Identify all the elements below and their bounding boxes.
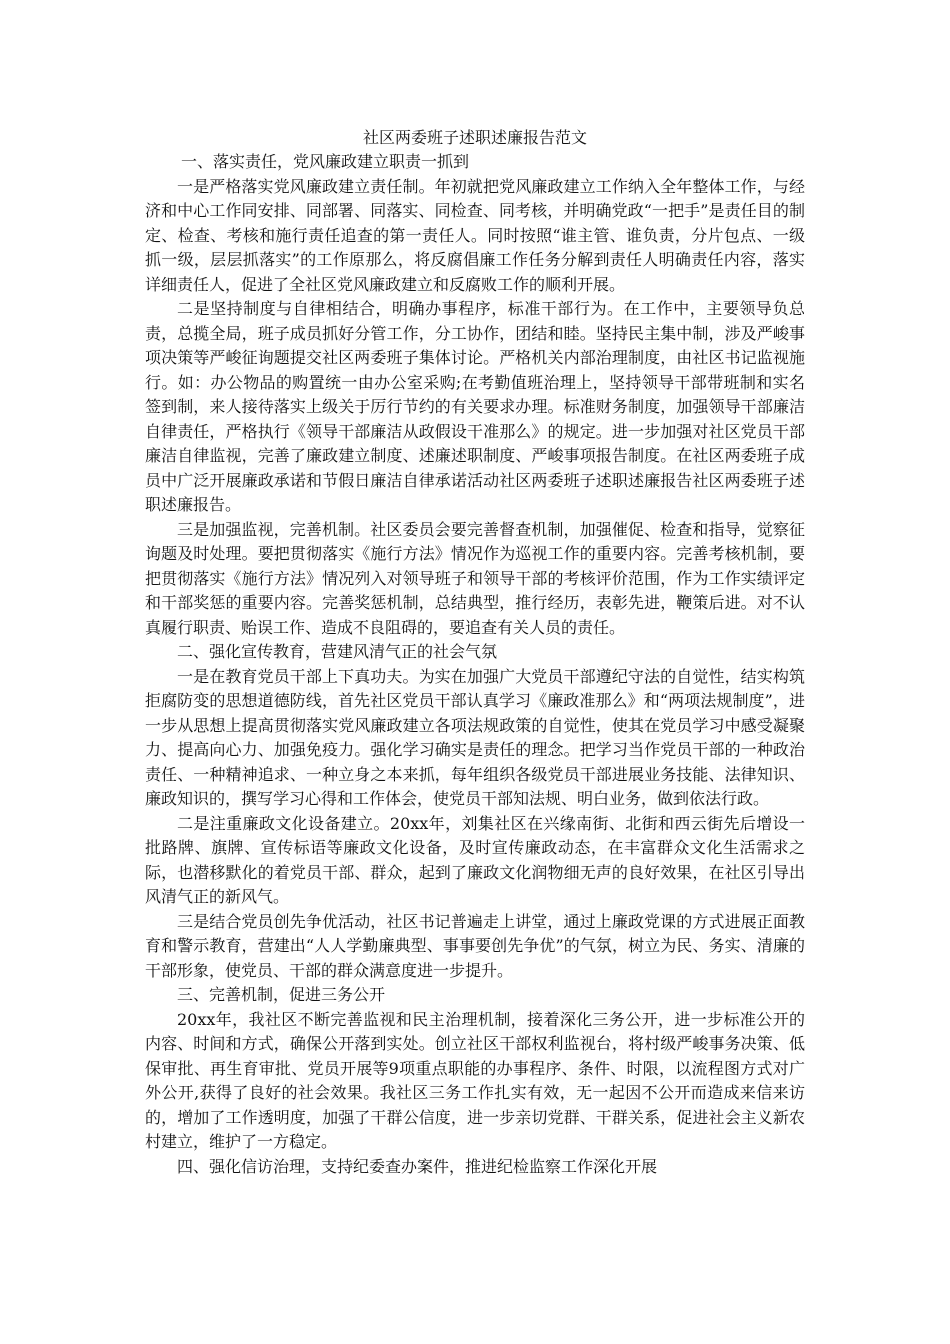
paragraph: 20xx年，我社区不断完善监视和民主治理机制，接着深化三务公开，进一步标准公开的内容、时间和方式，确保公开落到实处。创立社区干部权利监视台，将村级严峻事务决策、低保审批、再生育审批、党员开展等9项重点职能的办事程序、条件、时限，以流程图方式对广外公开,获得了良好的社会效果。我社区三务工作扎实有效，无一起因不公开而造成来信来访的，增加了工作透明度，加强了干群公信度，进一步亲切党群、干群关系，促进社会主义新农村建立，维护了一方稳定。 xyxy=(145,1009,805,1151)
document-title: 社区两委班子述职述廉报告范文 xyxy=(362,128,587,147)
section-heading-4: 四、强化信访治理，支持纪委查办案件，推进纪检监察工作深化开展 xyxy=(177,1156,658,1176)
section-heading-3: 三、完善机制，促进三务公开 xyxy=(177,985,386,1004)
paragraph: 三是加强监视，完善机制。社区委员会要完善督查机制，加强催促、检查和指导，觉察征询题及时处理。要把贯彻落实《施行方法》情况作为巡视工作的重要内容。完善考核机制，要把贯彻落实《施行方法》情况列入对领导班子和领导干部的考核评价范围，作为工作实绩评定和干部奖惩的重要内容。完善奖惩机制，总结典型，推行经历，表彰先进，鞭策后进。对不认真履行职责、贻误工作、造成不良阻碍的，要追查有关人员的责任。 xyxy=(145,519,805,637)
section-heading-1: 一、落实责任，党风廉政建立职责一抓到 xyxy=(181,152,470,171)
paragraph: 二是坚持制度与自律相结合，明确办事程序，标准干部行为。在工作中，主要领导负总责，总揽全局，班子成员抓好分管工作，分工协作，团结和睦。坚持民主集中制，涉及严峻事项决策等严峻征询题提交社区两委班子集体讨论。严格机关内部治理制度，由社区书记监视施行。如：办公物品的购置统一由办公室采购;在考勤值班治理上，坚持领导干部带班制和实名签到制，来人接待落实上级关于厉行节约的有关要求办理。标准财务制度，加强领导干部廉洁自律责任，严格执行《领导干部廉洁从政假设干准那么》的规定。进一步加强对社区党员干部廉洁自律监视，完善了廉政建立制度、述廉述职制度、严峻事项报告制度。在社区两委班子成员中广泛开展廉政承诺和节假日廉洁自律承诺活动社区两委班子述职述廉报告社区两委班子述职述廉报告。 xyxy=(145,299,805,514)
paragraph: 三是结合党员创先争优活动，社区书记普遍走上讲堂，通过上廉政党课的方式进展正面教育和警示教育，营建出“人人学勤廉典型、事事要创先争优”的气氛，树立为民、务实、清廉的干部形象，使党员、干部的群众满意度进一步提升。 xyxy=(145,911,805,980)
document-page xyxy=(145,126,805,1179)
section-heading-2: 二、强化宣传教育，营建风清气正的社会气氛 xyxy=(177,642,498,661)
paragraph: 一是严格落实党风廉政建立责任制。年初就把党风廉政建立工作纳入全年整体工作，与经济和中心工作同安排、同部署、同落实、同检查、同考核，并明确党政“一把手”是责任目的制定、检查、考核和施行责任追查的第一责任人。同时按照“谁主管、谁负责，分片包点、一级抓一级，层层抓落实”的工作原那么，将反腐倡廉工作任务分解到责任人明确责任内容，落实详细责任人，促进了全社区党风廉政建立和反腐败工作的顺利开展。 xyxy=(145,176,805,294)
paragraph: 二是注重廉政文化设备建立。20xx年，刘集社区在兴缘南街、北街和西云街先后增设一批路牌、旗牌、宣传标语等廉政文化设备，及时宣传廉政动态，在丰富群众文化生活需求之际，也潜移默化的着党员干部、群众，起到了廉政文化润物细无声的良好效果，在社区引导出风清气正的新风气。 xyxy=(145,813,805,906)
paragraph: 一是在教育党员干部上下真功夫。为实在加强广大党员干部遵纪守法的自觉性，结实构筑拒腐防变的思想道德防线，首先社区党员干部认真学习《廉政准那么》和“两项法规制度”，进一步从思想上提高贯彻落实党风廉政建立各项法规政策的自觉性，使其在党员学习中感受凝聚力、提高向心力、加强免疫力。强化学习确实是责任的理念。把学习当作党员干部的一种政治责任、一种精神追求、一种立身之本来抓，每年组织各级党员干部进展业务技能、法律知识、廉政知识的，撰写学习心得和工作体会，使党员干部知法规、明白业务，做到依法行政。 xyxy=(145,666,805,808)
